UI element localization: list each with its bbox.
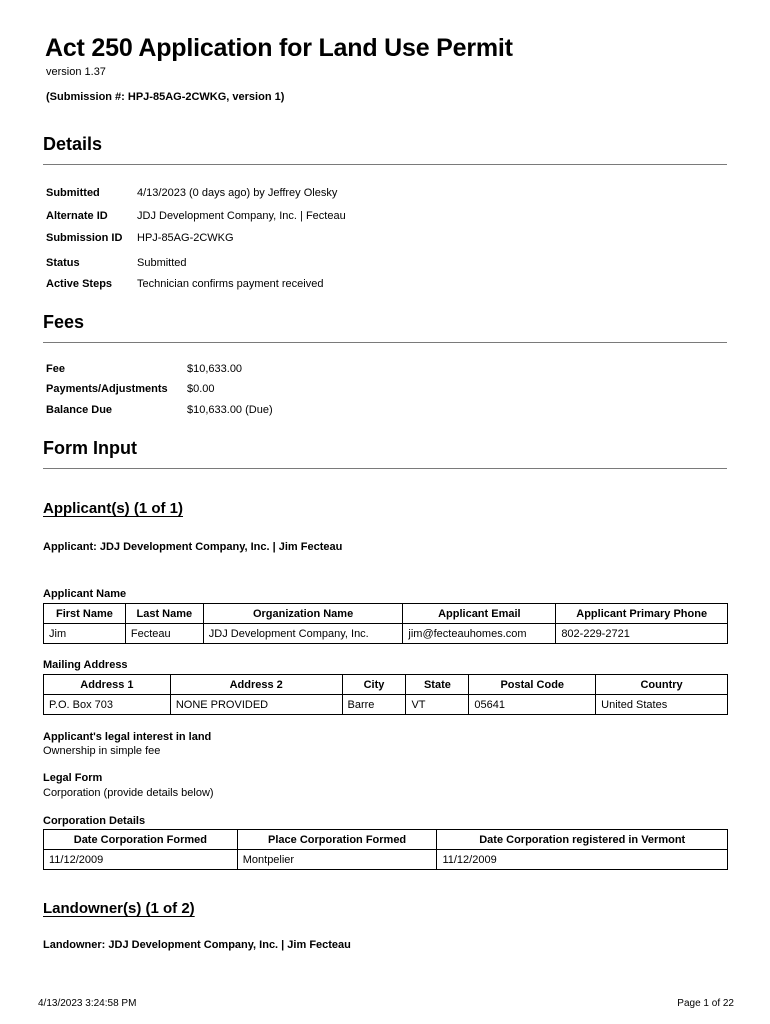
detail-label: Alternate ID [46,210,108,222]
table-cell: 11/12/2009 [437,850,728,870]
detail-label: Submission ID [46,232,123,244]
column-header: Postal Code [469,675,596,695]
form-input-divider [43,468,727,469]
details-heading: Details [43,134,103,154]
table-cell: Jim [44,624,126,644]
applicants-heading: Applicant(s) (1 of 1) [43,500,184,517]
detail-value: JDJ Development Company, Inc. | Fecteau [137,210,346,222]
table-cell: VT [406,695,469,715]
fee-value: $10,633.00 [187,363,243,375]
table-row [44,695,728,715]
table-cell: P.O. Box 703 [44,695,171,715]
column-header: Address 1 [44,675,171,695]
detail-row-submission-id [46,232,234,244]
legal-form-label: Legal Form [43,772,103,784]
table-cell: United States [596,695,728,715]
fee-label: Fee [46,363,65,375]
page-title: Act 250 Application for Land Use Permit [45,34,513,62]
corporation-details-label: Corporation Details [43,815,146,827]
detail-row-status [46,257,187,269]
column-header: Date Corporation Formed [44,830,238,850]
table-header-row [44,604,728,624]
fee-label: Payments/Adjustments [46,383,168,395]
detail-label: Active Steps [46,278,113,290]
column-header: Place Corporation Formed [237,830,437,850]
details-divider [43,164,727,165]
detail-row-alternate-id [46,210,346,222]
mailing-address-label: Mailing Address [43,659,128,671]
fees-divider [43,342,727,343]
fees-heading: Fees [43,312,85,332]
fee-value: $0.00 [187,383,215,395]
footer-timestamp: 4/13/2023 3:24:58 PM [38,998,137,1009]
column-header: Applicant Primary Phone [556,604,728,624]
table-cell: JDJ Development Company, Inc. [203,624,403,644]
version-label: version 1.37 [46,66,106,78]
detail-value: Technician confirms payment received [137,278,324,290]
legal-interest-label: Applicant's legal interest in land [43,731,212,743]
column-header: Date Corporation registered in Vermont [437,830,728,850]
legal-form-value: Corporation (provide details below) [43,787,214,799]
detail-row-active-steps [46,278,323,290]
table-cell: Fecteau [125,624,203,644]
applicant-line: Applicant: JDJ Development Company, Inc. | Jim Fecteau [43,541,343,553]
table-row [44,624,728,644]
fee-row [46,383,215,395]
column-header: Address 2 [170,675,342,695]
table-cell: 05641 [469,695,596,715]
table-cell: Montpelier [237,850,437,870]
detail-label: Submitted [46,187,100,199]
column-header: Last Name [125,604,203,624]
applicant-name-label: Applicant Name [43,588,127,600]
table-cell: 11/12/2009 [44,850,238,870]
submission-number: (Submission #: HPJ-85AG-2CWKG, version 1) [46,91,285,103]
fee-label: Balance Due [46,404,113,416]
landowner-line: Landowner: JDJ Development Company, Inc. | Jim Fecteau [43,939,351,951]
column-header: State [406,675,469,695]
column-header: First Name [44,604,126,624]
table-cell: NONE PROVIDED [170,695,342,715]
table-header-row [44,830,728,850]
fee-row [46,363,242,375]
footer-page-number: Page 1 of 22 [677,998,734,1009]
fee-row [46,404,273,416]
corporation-details-table [43,829,728,870]
column-header: Applicant Email [403,604,556,624]
mailing-address-table [43,674,728,715]
detail-value: Submitted [137,257,187,269]
column-header: Organization Name [203,604,403,624]
table-cell: Barre [342,695,406,715]
table-header-row [44,675,728,695]
detail-label: Status [46,257,80,269]
table-row [44,850,728,870]
detail-row-submitted [46,187,337,199]
detail-value: HPJ-85AG-2CWKG [137,232,234,244]
fee-value: $10,633.00 (Due) [187,404,273,416]
table-cell: jim@fecteauhomes.com [403,624,556,644]
applicant-name-table [43,603,728,644]
landowners-heading: Landowner(s) (1 of 2) [43,900,195,917]
column-header: Country [596,675,728,695]
table-cell: 802-229-2721 [556,624,728,644]
form-input-heading: Form Input [43,438,137,458]
detail-value: 4/13/2023 (0 days ago) by Jeffrey Olesky [137,187,338,199]
legal-interest-value: Ownership in simple fee [43,745,161,757]
column-header: City [342,675,406,695]
